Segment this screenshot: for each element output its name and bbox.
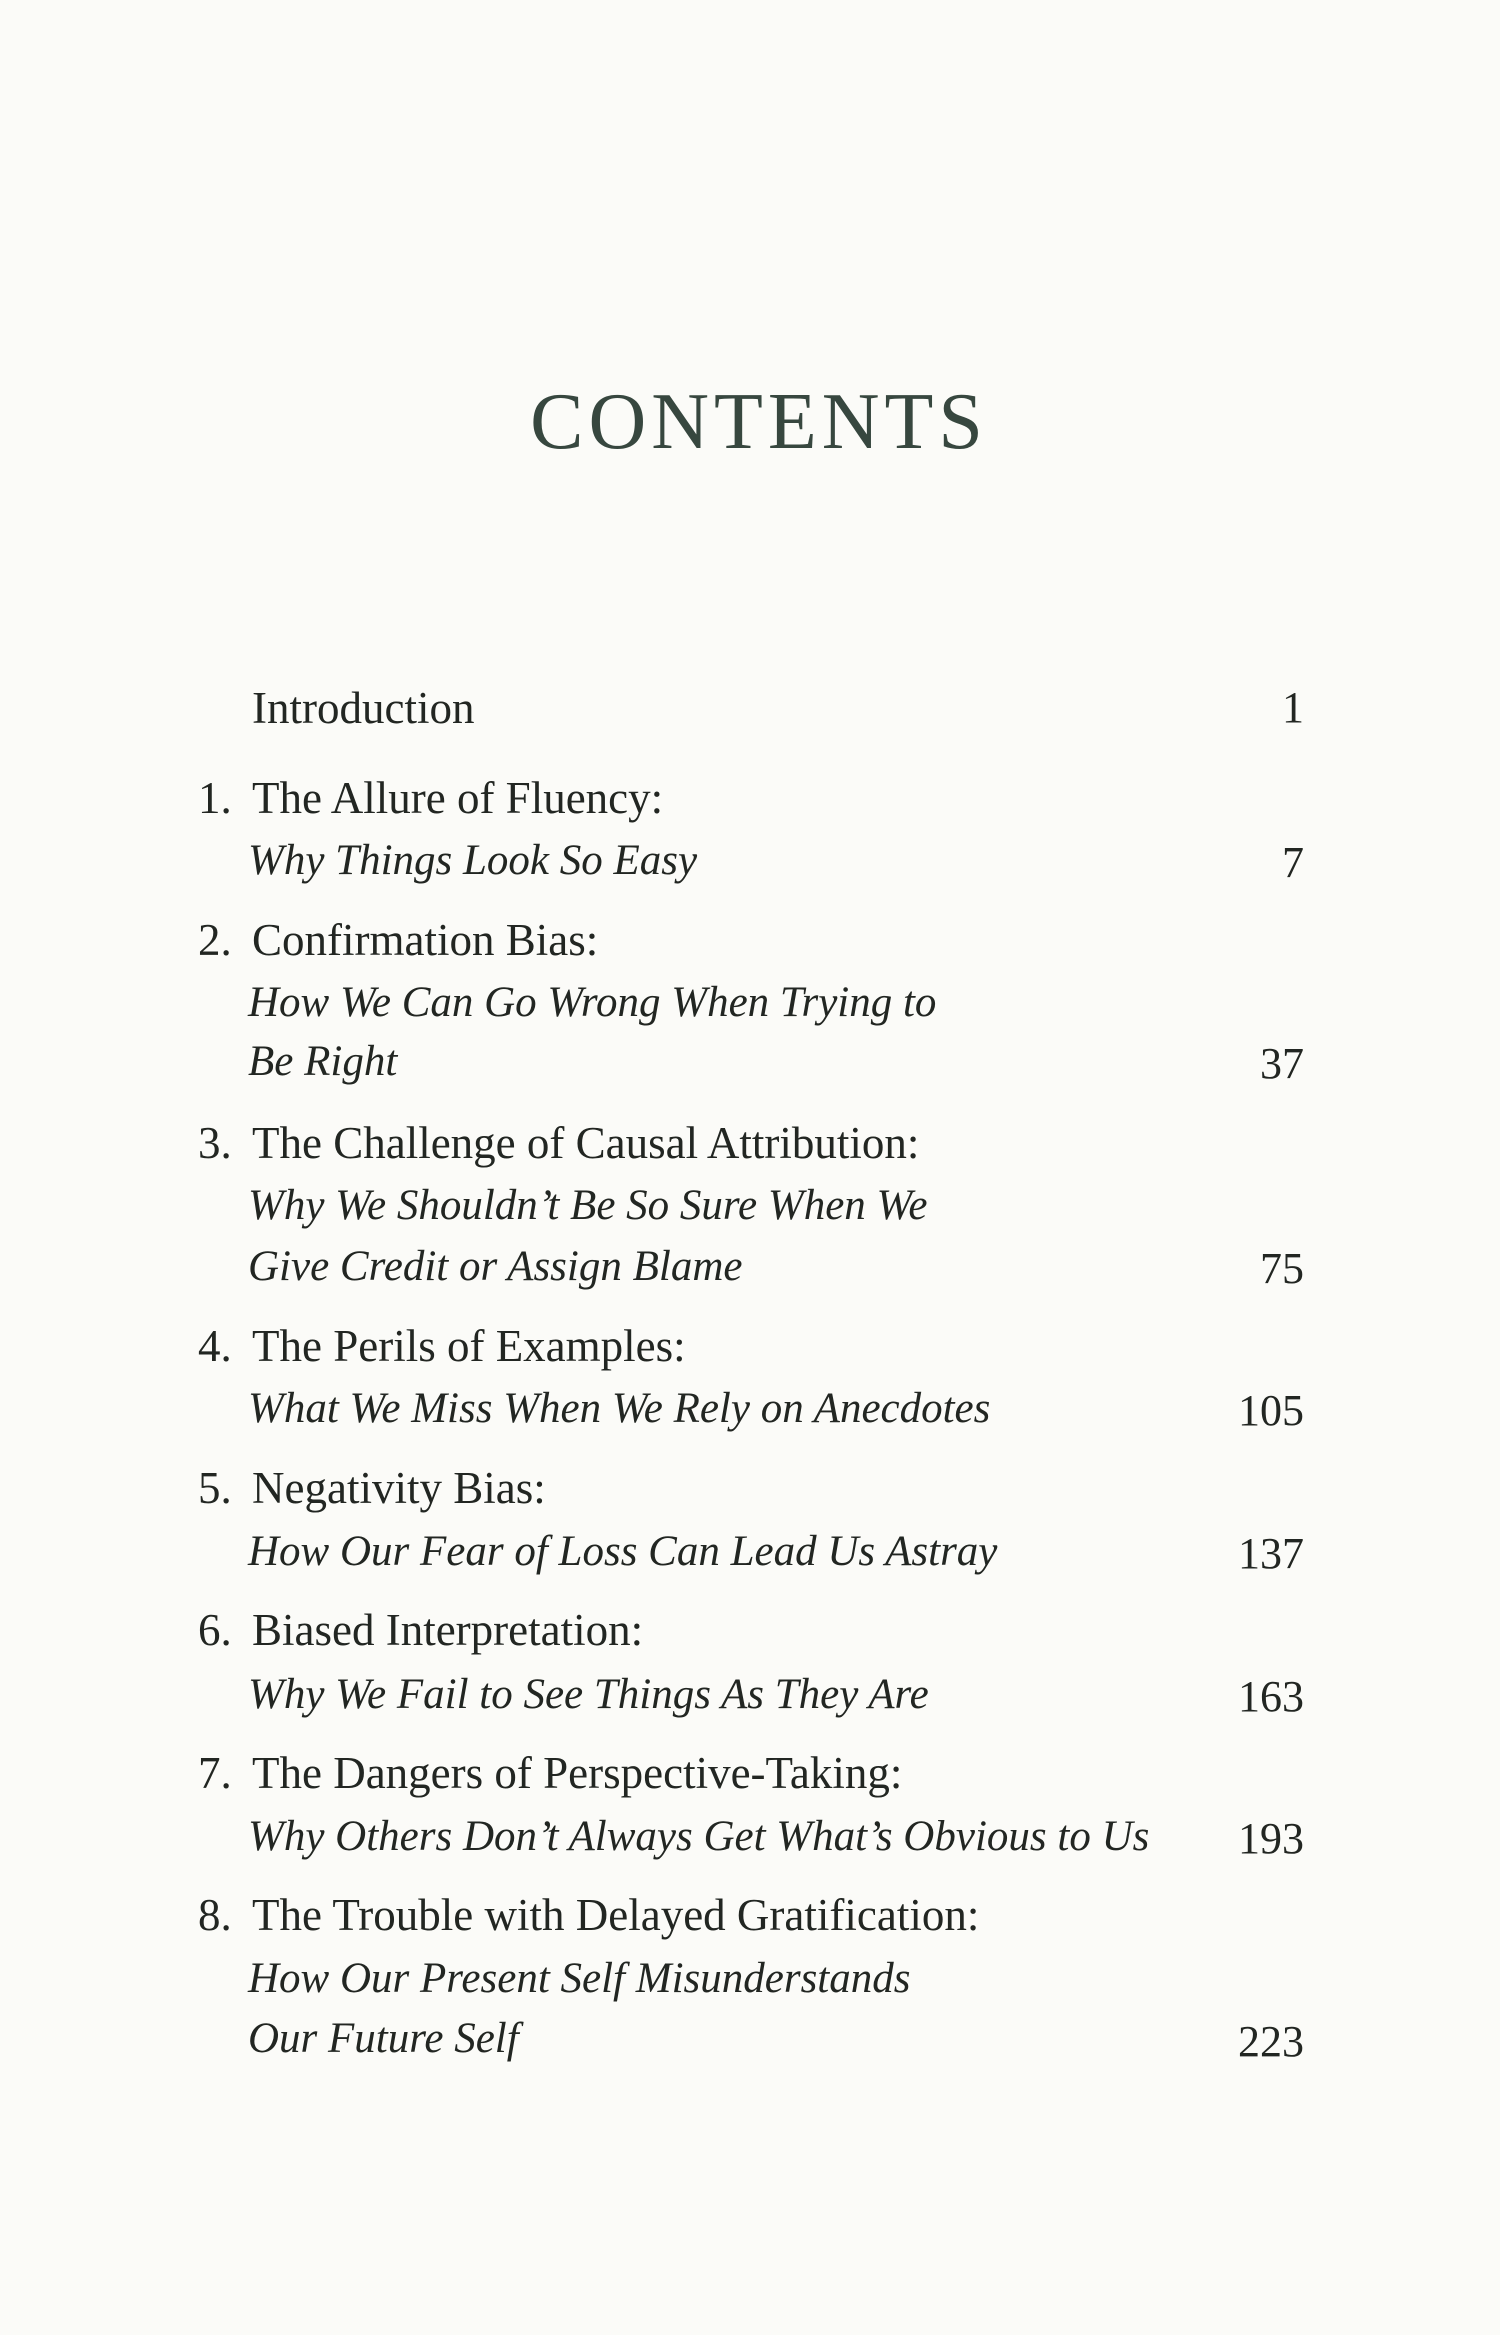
chapter-subtitle: How We Can Go Wrong When Trying to: [248, 979, 937, 1026]
chapter-number: 4.: [198, 1321, 232, 1371]
toc-page-number: 223: [1238, 2017, 1304, 2066]
chapter-title: The Allure of Fluency:: [252, 773, 664, 823]
toc-page-number: 37: [1260, 1039, 1304, 1088]
toc-page-number: 105: [1238, 1386, 1304, 1435]
toc-entry-title: Introduction: [252, 683, 475, 733]
chapter-title: The Challenge of Causal Attribution:: [252, 1118, 920, 1168]
chapter-subtitle: Why Others Don’t Always Get What’s Obvious to Us: [248, 1813, 1150, 1860]
chapter-subtitle: What We Miss When We Rely on Anecdotes: [248, 1385, 991, 1432]
toc-page-number: 7: [1282, 838, 1304, 887]
toc-page-number: 163: [1238, 1672, 1304, 1721]
chapter-subtitle: Why We Shouldn’t Be So Sure When We: [248, 1182, 928, 1229]
chapter-subtitle: How Our Fear of Loss Can Lead Us Astray: [248, 1528, 998, 1575]
chapter-number: 6.: [198, 1605, 232, 1655]
chapter-subtitle: Why We Fail to See Things As They Are: [248, 1671, 929, 1718]
toc-page-number: 1: [1282, 683, 1304, 732]
chapter-number: 7.: [198, 1748, 232, 1798]
page-title: CONTENTS: [530, 378, 988, 466]
chapter-subtitle: Give Credit or Assign Blame: [248, 1243, 743, 1290]
chapter-subtitle: Our Future Self: [248, 2015, 519, 2062]
chapter-number: 1.: [198, 773, 232, 823]
chapter-number: 5.: [198, 1463, 232, 1513]
chapter-title: The Dangers of Perspective-Taking:: [252, 1748, 903, 1798]
toc-page-number: 137: [1238, 1529, 1304, 1578]
chapter-subtitle: Why Things Look So Easy: [248, 837, 698, 884]
chapter-number: 3.: [198, 1118, 232, 1168]
toc-page-number: 193: [1238, 1814, 1304, 1863]
chapter-title: Negativity Bias:: [252, 1463, 546, 1513]
chapter-subtitle: Be Right: [248, 1038, 398, 1085]
toc-page-number: 75: [1260, 1244, 1304, 1293]
chapter-title: Biased Interpretation:: [252, 1605, 644, 1655]
chapter-number: 8.: [198, 1890, 232, 1940]
chapter-title: Confirmation Bias:: [252, 915, 599, 965]
chapter-subtitle: How Our Present Self Misunderstands: [248, 1955, 911, 2002]
chapter-title: The Trouble with Delayed Gratification:: [252, 1890, 980, 1940]
chapter-title: The Perils of Examples:: [252, 1321, 686, 1371]
chapter-number: 2.: [198, 915, 232, 965]
